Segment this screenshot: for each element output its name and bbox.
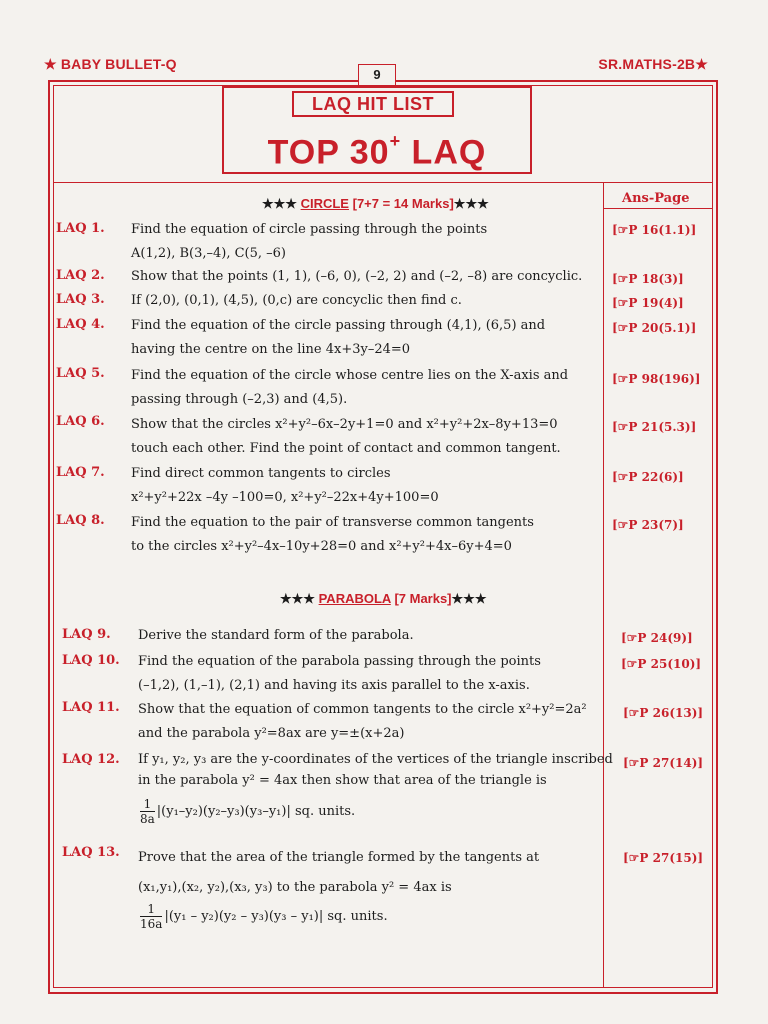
section-stars: ★★★ <box>280 591 315 606</box>
fraction-denominator: 8a <box>140 812 155 826</box>
section-stars-end: ★★★ <box>451 591 487 606</box>
question-label: LAQ 9. <box>62 627 111 642</box>
question-text <box>138 843 539 903</box>
answer-page-ref: [☞P 23(7)] <box>612 518 684 532</box>
question-line: (x₁,y₁),(x₂, y₂),(x₃, y₃) to the parabola y² = 4ax is <box>138 880 452 895</box>
question-line: A(1,2), B(3,–4), C(5, –6) <box>131 246 287 261</box>
question-text <box>131 364 568 412</box>
answer-page-ref: [☞P 20(5.1)] <box>612 321 697 335</box>
question-formula <box>140 797 355 826</box>
title-main-tail: LAQ <box>401 133 487 172</box>
title-main <box>228 120 526 170</box>
question-line: having the centre on the line 4x+3y–24=0 <box>131 342 411 357</box>
answer-page-ref: [☞P 22(6)] <box>612 470 684 484</box>
answer-column-header: Ans-Page <box>622 191 690 206</box>
question-line: in the parabola y² = 4ax then show that area of the triangle is <box>138 773 547 788</box>
page-number: 9 <box>358 64 396 86</box>
section-marks: [7+7 = 14 Marks] <box>352 196 454 211</box>
question-text <box>138 698 587 746</box>
question-label: LAQ 7. <box>56 465 105 480</box>
answer-page-ref: [☞P 27(14)] <box>623 756 704 770</box>
fraction-numerator: 1 <box>140 902 162 917</box>
table-top-rule <box>53 182 713 183</box>
question-label: LAQ 5. <box>56 366 105 381</box>
question-line: passing through (–2,3) and (4,5). <box>131 392 348 407</box>
question-text <box>131 462 439 510</box>
question-line: Prove that the area of the triangle formed by the tangents at <box>138 850 540 865</box>
question-line: Derive the standard form of the parabola. <box>138 628 414 643</box>
answer-page-ref: [☞P 21(5.3)] <box>612 420 697 434</box>
question-line: |(y₁–y₂)(y₂–y₃)(y₃–y₁)| sq. units. <box>156 804 356 819</box>
question-label: LAQ 13. <box>62 845 120 860</box>
answer-header-rule <box>603 208 713 209</box>
question-text <box>131 511 534 559</box>
question-label: LAQ 10. <box>62 653 120 668</box>
answer-page-ref: [☞P 27(15)] <box>623 851 704 865</box>
question-label: LAQ 2. <box>56 268 105 283</box>
section-marks: [7 Marks] <box>394 591 452 606</box>
question-label: LAQ 6. <box>56 414 105 429</box>
answer-page-ref: [☞P 18(3)] <box>612 272 684 286</box>
question-text <box>131 265 582 289</box>
question-label: LAQ 11. <box>62 700 120 715</box>
answer-page-ref: [☞P 98(196)] <box>612 372 701 386</box>
question-text <box>131 314 545 362</box>
question-line: If (2,0), (0,1), (4,5), (0,c) are concyclic then find c. <box>131 293 462 308</box>
question-line: to the circles x²+y²–4x–10y+28=0 and x²+y²+4x–6y+4=0 <box>131 539 512 554</box>
answer-column-divider <box>603 182 604 988</box>
title-main-text: TOP 30 <box>267 133 390 172</box>
question-line: x²+y²+22x –4y –100=0, x²+y²–22x+4y+100=0 <box>131 490 439 505</box>
section-name: PARABOLA <box>318 591 391 606</box>
question-label: LAQ 4. <box>56 317 105 332</box>
question-line: Show that the circles x²+y²–6x–2y+1=0 and x²+y²+2x–8y+13=0 <box>131 417 558 432</box>
question-line: Show that the equation of common tangents to the circle x²+y²=2a² <box>138 702 587 717</box>
question-line: Find the equation to the pair of transverse common tangents <box>131 515 534 530</box>
fraction <box>140 902 162 931</box>
answer-page-ref: [☞P 25(10)] <box>621 657 702 671</box>
question-line: (–1,2), (1,–1), (2,1) and having its axis parallel to the x-axis. <box>138 678 530 693</box>
question-line: Find the equation of the parabola passing through the points <box>138 654 541 669</box>
book-title: ★ BABY BULLET-Q <box>44 56 177 72</box>
question-text <box>138 749 613 791</box>
question-label: LAQ 12. <box>62 752 120 767</box>
question-text <box>131 413 561 461</box>
fraction-numerator: 1 <box>140 797 155 812</box>
question-line: and the parabola y²=8ax are y=±(x+2a) <box>138 726 405 741</box>
section-stars: ★★★ <box>262 196 297 211</box>
question-text <box>131 218 487 266</box>
question-line: Find the equation of circle passing through the points <box>131 222 488 237</box>
section-stars-end: ★★★ <box>453 196 489 211</box>
question-formula <box>140 902 388 931</box>
question-line: Find the equation of the circle passing through (4,1), (6,5) and <box>131 318 546 333</box>
fraction <box>140 797 155 826</box>
question-line: Find the equation of the circle whose centre lies on the X-axis and <box>131 368 569 383</box>
title-hit-list: LAQ HIT LIST <box>292 91 454 117</box>
answer-page-ref: [☞P 16(1.1)] <box>612 223 697 237</box>
question-line: |(y₁ – y₂)(y₂ – y₃)(y₃ – y₁)| sq. units. <box>164 909 388 924</box>
question-text <box>131 289 462 313</box>
question-text <box>138 650 541 698</box>
section-title-parabola <box>280 591 486 607</box>
section-name: CIRCLE <box>300 196 349 211</box>
question-line: touch each other. Find the point of contact and common tangent. <box>131 441 561 456</box>
answer-page-ref: [☞P 26(13)] <box>623 706 704 720</box>
subject-title: SR.MATHS-2B★ <box>598 56 708 72</box>
answer-page-ref: [☞P 19(4)] <box>612 296 684 310</box>
answer-page-ref: [☞P 24(9)] <box>621 631 693 645</box>
question-text <box>138 624 414 648</box>
question-label: LAQ 8. <box>56 513 105 528</box>
question-label: LAQ 1. <box>56 221 105 236</box>
question-label: LAQ 3. <box>56 292 105 307</box>
question-line: Find direct common tangents to circles <box>131 466 391 481</box>
fraction-denominator: 16a <box>140 917 163 931</box>
question-line: Show that the points (1, 1), (–6, 0), (–2, 2) and (–2, –8) are concyclic. <box>131 269 583 284</box>
section-title-circle <box>262 196 489 212</box>
question-line: If y₁, y₂, y₃ are the y-coordinates of the vertices of the triangle inscribed <box>138 752 613 767</box>
title-main-plus: + <box>389 131 402 151</box>
